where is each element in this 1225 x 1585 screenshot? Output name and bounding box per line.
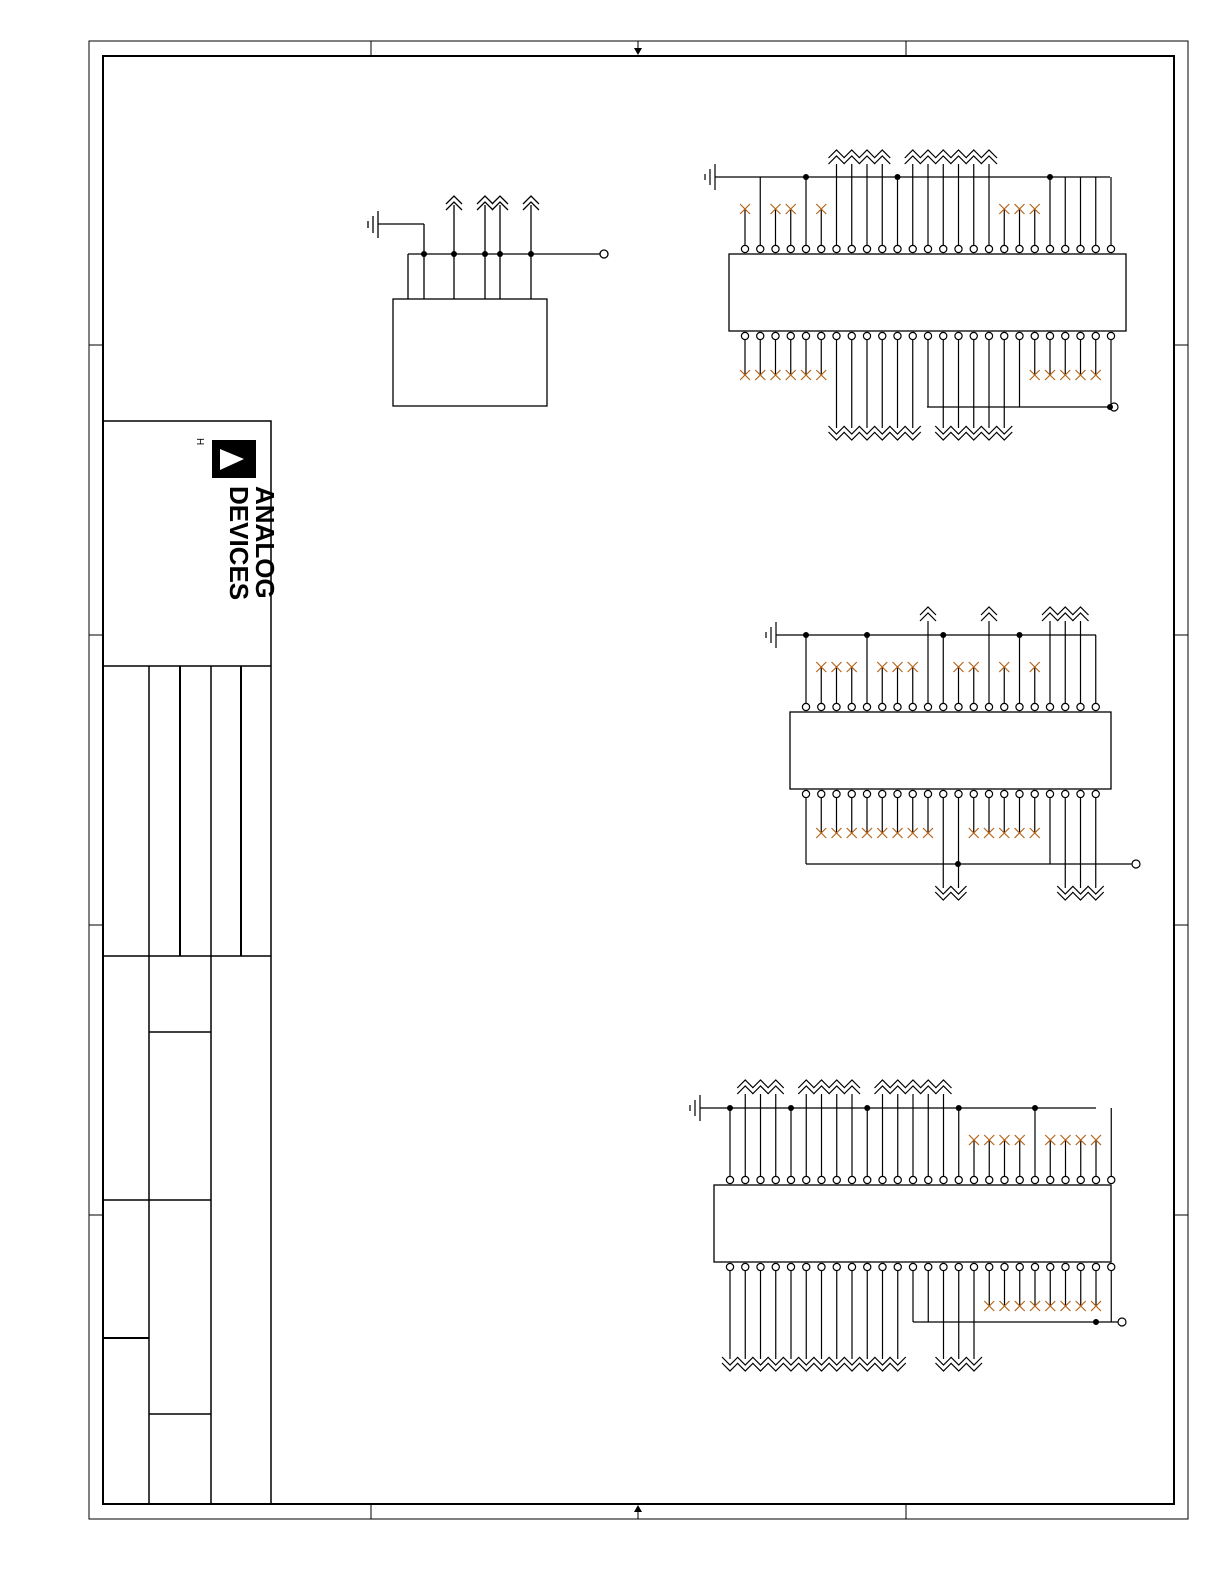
pin-bottom: [847, 790, 857, 838]
center-arrow-top: [634, 41, 642, 55]
pin-top: [864, 1105, 871, 1184]
pin-bottom: [966, 332, 982, 440]
pin-top: [935, 150, 951, 253]
pin-bottom: [1045, 1263, 1055, 1311]
pin-bottom: [859, 332, 875, 440]
pin-bottom: [1015, 790, 1025, 838]
pin-top: [951, 150, 967, 253]
pin-top: [954, 662, 964, 711]
pin-top: [877, 662, 887, 711]
pin-top: [981, 607, 997, 711]
pin-top: [1092, 177, 1099, 253]
pin-bottom: [924, 332, 931, 407]
pin-bottom: [923, 790, 933, 838]
pin-bottom: [768, 1263, 784, 1371]
pin-bottom: [984, 1263, 994, 1311]
pin-bottom: [802, 790, 809, 864]
revision-letter: H: [194, 438, 205, 446]
outer-border: [89, 41, 1188, 1519]
pin-top: [1077, 177, 1084, 253]
pin-bottom: [814, 1263, 830, 1371]
pin-top: [908, 662, 918, 711]
pin-top: [890, 1080, 906, 1184]
center-arrow-bottom: [634, 1505, 642, 1519]
pin-bottom: [753, 1263, 769, 1371]
pin-bottom: [996, 332, 1012, 440]
pin-bottom: [1045, 332, 1055, 380]
pin-top: [936, 1080, 952, 1184]
pin-bottom: [1073, 790, 1089, 900]
pin-top: [966, 150, 982, 253]
pin-top: [1061, 1135, 1071, 1184]
pin-top: [787, 1105, 794, 1184]
pin-bottom: [1016, 332, 1023, 407]
pin-bottom: [981, 332, 997, 440]
connector-j2-body: [790, 712, 1111, 789]
pin-top: [1000, 1135, 1010, 1184]
pin-top: [874, 150, 890, 253]
power-block: [368, 196, 608, 406]
pin-bottom: [1107, 332, 1114, 407]
connector-j2: [766, 607, 1140, 900]
pin-top: [1046, 174, 1053, 253]
zone-ticks: [89, 41, 1188, 1519]
pin-bottom: [801, 332, 811, 380]
pin-bottom: [1088, 790, 1104, 900]
pin-bottom: [1061, 1263, 1071, 1311]
pin-bottom: [1076, 332, 1086, 380]
pin-bottom: [969, 790, 979, 838]
pin-bottom: [1108, 1263, 1115, 1322]
pin-bottom: [771, 332, 781, 380]
pin-top: [940, 632, 947, 711]
pin-top: [999, 204, 1009, 253]
pin-top: [1076, 1135, 1086, 1184]
pin-bottom: [816, 332, 826, 380]
pin-bottom: [816, 790, 826, 838]
pin-bottom: [890, 332, 906, 440]
connector-j1-body: [729, 254, 1126, 331]
pin-top: [955, 1105, 962, 1184]
pin-top: [905, 1080, 921, 1184]
pin-top: [786, 204, 796, 253]
pin-bottom: [1015, 1263, 1025, 1311]
pin-top: [726, 1105, 733, 1184]
pin-bottom: [786, 332, 796, 380]
pin-bottom: [862, 790, 872, 838]
pin-bottom: [909, 1263, 916, 1322]
pin-bottom: [966, 1263, 982, 1371]
pin-top: [1057, 607, 1073, 711]
pin-bottom: [936, 1263, 952, 1371]
pin-top: [1042, 607, 1058, 711]
pin-bottom: [844, 1263, 860, 1371]
pin-top: [753, 1080, 769, 1184]
pin-top: [802, 174, 809, 253]
pin-bottom: [722, 1263, 738, 1371]
pin-bottom: [832, 790, 842, 838]
pin-top: [1015, 204, 1025, 253]
pin-top: [1062, 177, 1069, 253]
pin-top: [999, 662, 1009, 711]
pin-top: [816, 204, 826, 253]
pin-top: [1107, 177, 1114, 253]
pin-bottom: [935, 332, 951, 440]
pin-top: [844, 150, 860, 253]
pin-bottom: [951, 332, 967, 440]
pin-top: [984, 1135, 994, 1184]
pin-bottom: [984, 790, 994, 838]
pin-bottom: [951, 1263, 967, 1371]
pin-top: [863, 632, 870, 711]
pin-top: [816, 662, 826, 711]
pin-top: [771, 204, 781, 253]
connector-j1: [705, 150, 1126, 440]
logo-text-line-1: ANALOG: [250, 486, 280, 599]
pin-top: [1108, 1108, 1115, 1184]
pin-bottom: [1057, 790, 1073, 900]
pin-bottom: [874, 332, 890, 440]
pin-bottom: [829, 1263, 845, 1371]
pin-top: [737, 1080, 753, 1184]
pin-bottom: [875, 1263, 891, 1371]
pin-top: [847, 662, 857, 711]
pin-top: [905, 150, 921, 253]
pin-top: [814, 1080, 830, 1184]
pin-top: [740, 204, 750, 253]
pin-top: [1030, 204, 1040, 253]
pin-bottom: [951, 790, 967, 900]
pin-top: [1015, 1135, 1025, 1184]
connector-j3-body: [714, 1185, 1111, 1262]
pin-top: [920, 1080, 936, 1184]
pin-top: [829, 150, 845, 253]
pin-top: [1030, 662, 1040, 711]
pin-bottom: [829, 332, 845, 440]
pin-bottom: [1030, 332, 1040, 380]
pin-top: [1016, 632, 1023, 711]
pin-top: [1092, 635, 1099, 711]
pin-bottom: [1091, 332, 1101, 380]
pin-top: [1073, 607, 1089, 711]
company-logo: [194, 438, 280, 600]
connector-j3: [690, 1080, 1126, 1371]
logo-text-line-2: DEVICES: [224, 486, 254, 601]
pin-top: [757, 177, 764, 253]
pin-bottom: [798, 1263, 814, 1371]
pin-bottom: [999, 790, 1009, 838]
pin-top: [969, 662, 979, 711]
pin-bottom: [859, 1263, 875, 1371]
pin-top: [920, 607, 936, 711]
pin-bottom: [783, 1263, 799, 1371]
pin-bottom: [755, 332, 765, 380]
pin-bottom: [935, 790, 951, 900]
pin-top: [832, 662, 842, 711]
inner-border: [103, 56, 1174, 1504]
pin-bottom: [890, 1263, 906, 1371]
pin-bottom: [925, 1263, 932, 1322]
pin-bottom: [1030, 790, 1040, 838]
pin-top: [1045, 1135, 1055, 1184]
pin-top: [981, 150, 997, 253]
pin-bottom: [1046, 790, 1053, 864]
pin-bottom: [1060, 332, 1070, 380]
pin-bottom: [740, 332, 750, 380]
pin-bottom: [1076, 1263, 1086, 1311]
pin-bottom: [1000, 1263, 1010, 1311]
pin-top: [894, 174, 901, 253]
pin-top: [1091, 1135, 1101, 1184]
pin-bottom: [737, 1263, 753, 1371]
pin-bottom: [1030, 1263, 1040, 1311]
pin-bottom: [893, 790, 903, 838]
pin-top: [844, 1080, 860, 1184]
pin-top: [768, 1080, 784, 1184]
pin-top: [859, 150, 875, 253]
pin-bottom: [844, 332, 860, 440]
pin-bottom: [905, 332, 921, 440]
pin-bottom: [877, 790, 887, 838]
pin-top: [802, 632, 809, 711]
pin-bottom: [1091, 1263, 1101, 1311]
pin-top: [875, 1080, 891, 1184]
pin-top: [798, 1080, 814, 1184]
pin-top: [969, 1135, 979, 1184]
pin-top: [1031, 1105, 1038, 1184]
pin-bottom: [908, 790, 918, 838]
pin-top: [893, 662, 903, 711]
pin-top: [920, 150, 936, 253]
pin-top: [829, 1080, 845, 1184]
